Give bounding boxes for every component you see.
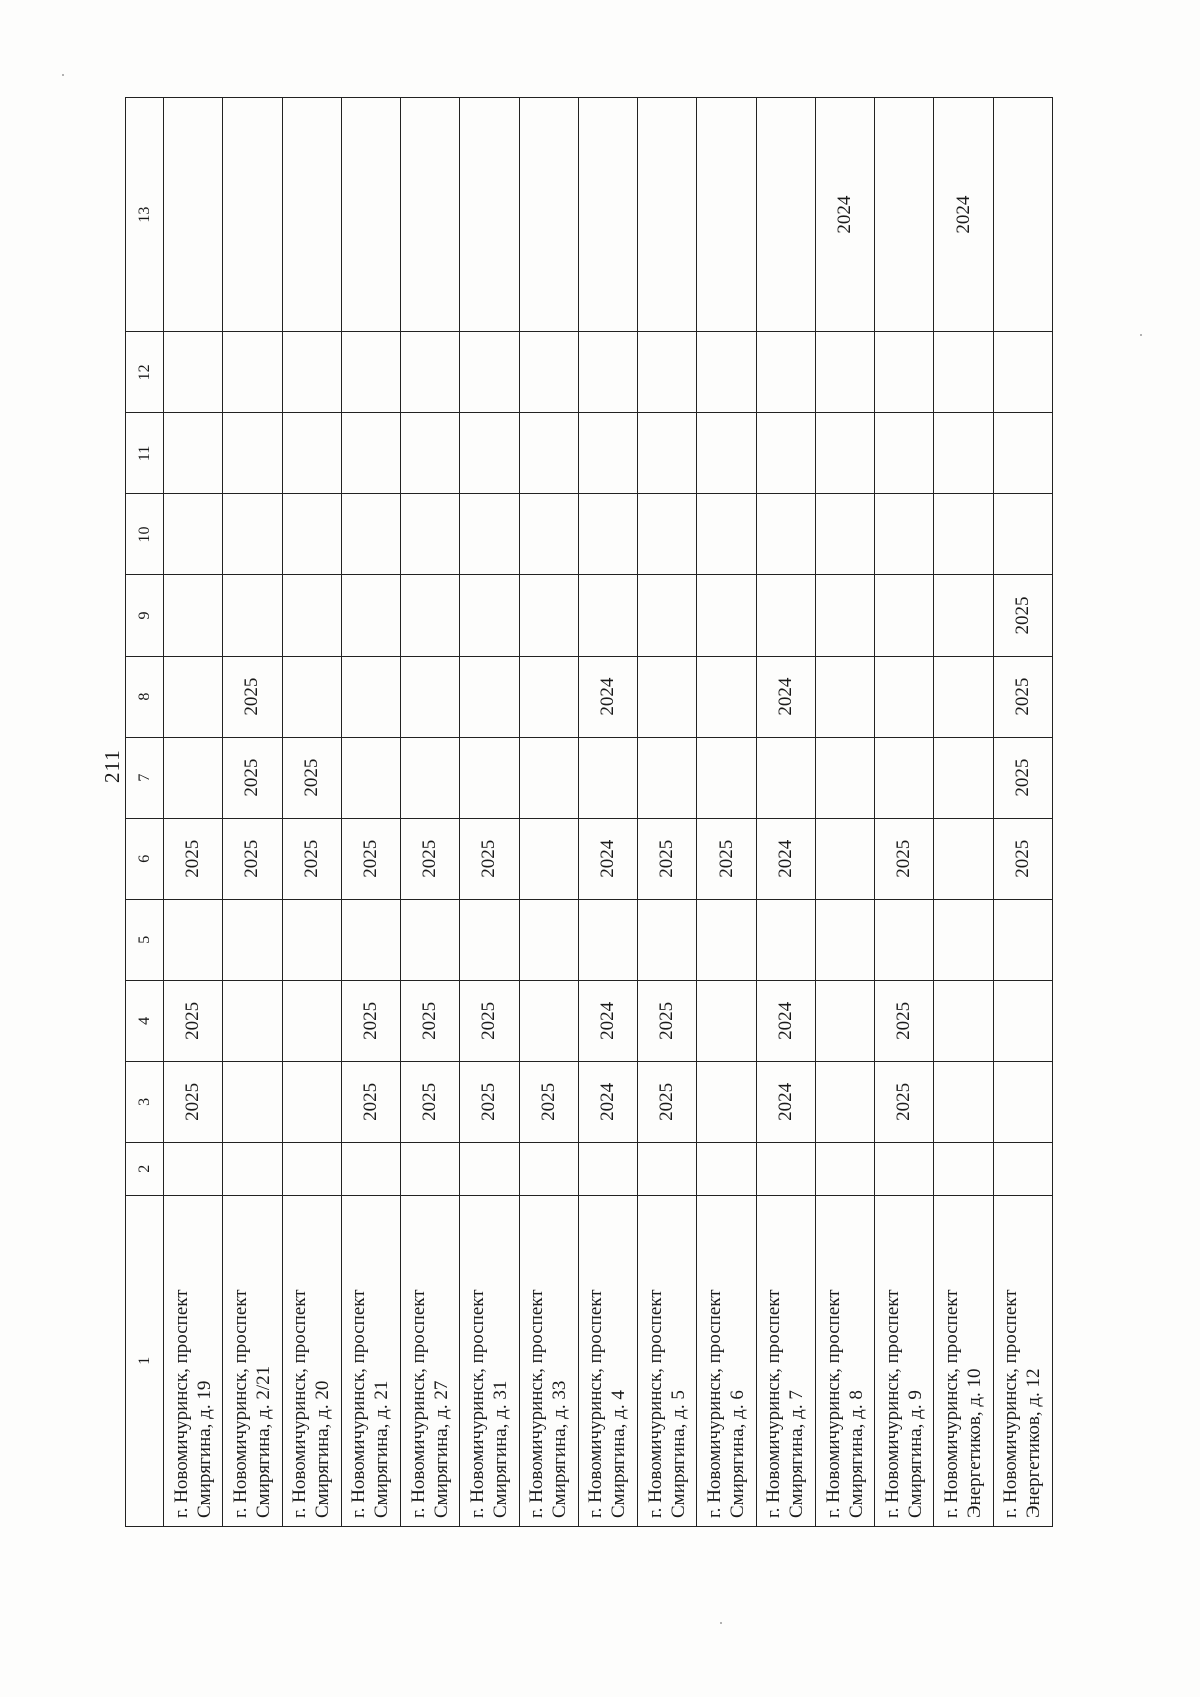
table-row — [282, 98, 341, 1527]
year-cell — [697, 575, 756, 656]
year-cell — [993, 332, 1052, 413]
year-cell — [519, 575, 578, 656]
year-cell: 2024 — [756, 818, 815, 899]
year-cell: 2025 — [341, 818, 400, 899]
year-cell — [341, 98, 400, 332]
year-cell — [519, 818, 578, 899]
year-cell — [401, 413, 460, 494]
year-cell — [875, 98, 934, 332]
column-header: 13 — [126, 98, 164, 332]
year-cell — [401, 494, 460, 575]
year-cell — [756, 494, 815, 575]
column-header: 1 — [126, 1195, 164, 1526]
address-cell: г. Новомичуринск, проспект Смирягина, д. 20 — [282, 1195, 341, 1526]
year-cell — [164, 494, 223, 575]
year-cell — [460, 737, 519, 818]
year-cell — [401, 332, 460, 413]
table-row — [223, 98, 282, 1527]
year-cell — [223, 899, 282, 980]
column-header: 6 — [126, 818, 164, 899]
address-cell: г. Новомичуринск, проспект Смирягина, д. 33 — [519, 1195, 578, 1526]
header-row — [126, 98, 164, 1527]
year-cell — [401, 575, 460, 656]
year-cell — [519, 413, 578, 494]
year-cell — [164, 899, 223, 980]
year-cell: 2025 — [223, 656, 282, 737]
year-cell — [282, 980, 341, 1061]
year-cell — [578, 332, 637, 413]
year-cell — [815, 1061, 874, 1142]
year-cell — [697, 1142, 756, 1195]
year-cell — [815, 737, 874, 818]
year-cell — [519, 737, 578, 818]
year-cell: 2025 — [223, 737, 282, 818]
year-cell — [934, 737, 993, 818]
table-row — [697, 98, 756, 1527]
scan-speck — [1140, 334, 1142, 336]
year-cell — [578, 413, 637, 494]
year-cell — [993, 494, 1052, 575]
year-cell — [934, 656, 993, 737]
year-cell — [934, 494, 993, 575]
year-cell — [756, 575, 815, 656]
year-cell — [401, 899, 460, 980]
year-cell — [697, 1061, 756, 1142]
year-cell: 2025 — [638, 980, 697, 1061]
year-cell: 2025 — [993, 818, 1052, 899]
year-cell — [875, 899, 934, 980]
year-cell — [815, 899, 874, 980]
year-cell — [697, 737, 756, 818]
year-cell — [815, 413, 874, 494]
year-cell — [697, 494, 756, 575]
year-cell — [875, 656, 934, 737]
table-row — [993, 98, 1052, 1527]
year-cell: 2025 — [282, 737, 341, 818]
year-cell — [282, 1061, 341, 1142]
address-cell: г. Новомичуринск, проспект Смирягина, д. 5 — [638, 1195, 697, 1526]
year-cell — [223, 98, 282, 332]
year-cell — [815, 1142, 874, 1195]
year-cell — [164, 575, 223, 656]
year-cell — [875, 413, 934, 494]
year-cell — [756, 332, 815, 413]
year-cell — [993, 1142, 1052, 1195]
year-cell — [519, 1142, 578, 1195]
table-row — [815, 98, 874, 1527]
year-cell — [401, 737, 460, 818]
year-cell: 2025 — [401, 1061, 460, 1142]
year-cell — [697, 98, 756, 332]
year-cell — [164, 737, 223, 818]
year-cell: 2025 — [875, 818, 934, 899]
column-header: 12 — [126, 332, 164, 413]
column-header: 5 — [126, 899, 164, 980]
year-cell — [934, 332, 993, 413]
year-cell — [578, 1142, 637, 1195]
year-cell — [756, 1142, 815, 1195]
year-cell — [341, 332, 400, 413]
year-cell — [223, 1142, 282, 1195]
year-cell — [934, 575, 993, 656]
year-cell — [756, 737, 815, 818]
year-cell — [875, 332, 934, 413]
year-cell: 2025 — [223, 818, 282, 899]
year-cell — [756, 899, 815, 980]
year-cell: 2025 — [401, 980, 460, 1061]
table-row — [460, 98, 519, 1527]
year-cell — [815, 575, 874, 656]
year-cell — [341, 737, 400, 818]
year-cell: 2025 — [460, 1061, 519, 1142]
year-cell — [164, 98, 223, 332]
data-table — [125, 97, 1053, 1527]
year-cell — [934, 980, 993, 1061]
year-cell: 2025 — [638, 818, 697, 899]
table-row — [341, 98, 400, 1527]
year-cell — [993, 1061, 1052, 1142]
table-row — [934, 98, 993, 1527]
year-cell — [578, 98, 637, 332]
year-cell — [460, 899, 519, 980]
year-cell — [934, 899, 993, 980]
year-cell: 2025 — [519, 1061, 578, 1142]
address-cell: г. Новомичуринск, проспект Энергетиков, д. 12 — [993, 1195, 1052, 1526]
year-cell: 2024 — [934, 98, 993, 332]
column-header: 7 — [126, 737, 164, 818]
year-cell — [282, 1142, 341, 1195]
column-header: 10 — [126, 494, 164, 575]
year-cell — [282, 413, 341, 494]
year-cell — [875, 737, 934, 818]
year-cell — [638, 656, 697, 737]
year-cell — [164, 332, 223, 413]
year-cell — [638, 98, 697, 332]
year-cell — [638, 413, 697, 494]
table-row — [519, 98, 578, 1527]
year-cell — [282, 899, 341, 980]
year-cell — [934, 818, 993, 899]
year-cell: 2024 — [815, 98, 874, 332]
year-cell — [341, 413, 400, 494]
year-cell — [223, 332, 282, 413]
year-cell — [638, 1142, 697, 1195]
year-cell — [519, 332, 578, 413]
year-cell — [519, 494, 578, 575]
year-cell — [282, 575, 341, 656]
year-cell: 2025 — [282, 818, 341, 899]
year-cell — [993, 980, 1052, 1061]
year-cell — [519, 899, 578, 980]
year-cell — [578, 899, 637, 980]
year-cell — [341, 575, 400, 656]
year-cell — [815, 332, 874, 413]
year-cell: 2025 — [341, 1061, 400, 1142]
column-header: 3 — [126, 1061, 164, 1142]
year-cell: 2025 — [875, 980, 934, 1061]
year-cell: 2025 — [993, 575, 1052, 656]
scan-speck — [62, 74, 64, 76]
year-cell: 2025 — [993, 656, 1052, 737]
address-cell: г. Новомичуринск, проспект Смирягина, д. 7 — [756, 1195, 815, 1526]
column-header: 9 — [126, 575, 164, 656]
rotated-table-container — [125, 97, 1053, 1527]
table-row — [875, 98, 934, 1527]
column-header: 2 — [126, 1142, 164, 1195]
year-cell — [875, 575, 934, 656]
year-cell — [934, 1142, 993, 1195]
year-cell — [756, 413, 815, 494]
year-cell — [578, 575, 637, 656]
year-cell — [697, 413, 756, 494]
year-cell — [638, 575, 697, 656]
table-row — [578, 98, 637, 1527]
year-cell — [815, 980, 874, 1061]
year-cell: 2025 — [341, 980, 400, 1061]
year-cell — [460, 656, 519, 737]
year-cell — [815, 656, 874, 737]
year-cell — [697, 899, 756, 980]
year-cell: 2025 — [460, 980, 519, 1061]
year-cell — [341, 656, 400, 737]
year-cell — [993, 413, 1052, 494]
address-cell: г. Новомичуринск, проспект Смирягина, д. 27 — [401, 1195, 460, 1526]
year-cell — [164, 1142, 223, 1195]
year-cell — [223, 575, 282, 656]
year-cell — [282, 656, 341, 737]
year-cell: 2025 — [401, 818, 460, 899]
year-cell — [460, 413, 519, 494]
year-cell — [638, 332, 697, 413]
year-cell — [638, 737, 697, 818]
year-cell — [519, 656, 578, 737]
address-cell: г. Новомичуринск, проспект Смирягина, д. 4 — [578, 1195, 637, 1526]
year-cell — [401, 656, 460, 737]
year-cell: 2024 — [578, 656, 637, 737]
year-cell — [638, 899, 697, 980]
year-cell — [697, 656, 756, 737]
year-cell — [164, 656, 223, 737]
year-cell — [697, 332, 756, 413]
year-cell: 2024 — [578, 1061, 637, 1142]
address-cell: г. Новомичуринск, проспект Смирягина, д. 31 — [460, 1195, 519, 1526]
year-cell — [341, 899, 400, 980]
table-row — [401, 98, 460, 1527]
year-cell: 2024 — [578, 818, 637, 899]
column-header: 8 — [126, 656, 164, 737]
year-cell — [460, 98, 519, 332]
scan-speck — [720, 1622, 722, 1624]
year-cell — [282, 98, 341, 332]
address-cell: г. Новомичуринск, проспект Смирягина, д. 19 — [164, 1195, 223, 1526]
year-cell: 2025 — [164, 1061, 223, 1142]
year-cell: 2024 — [756, 980, 815, 1061]
year-cell — [993, 899, 1052, 980]
column-header: 4 — [126, 980, 164, 1061]
year-cell — [460, 1142, 519, 1195]
year-cell — [934, 413, 993, 494]
year-cell — [875, 1142, 934, 1195]
year-cell — [223, 980, 282, 1061]
page-number: 211 — [100, 749, 124, 783]
table-row — [164, 98, 223, 1527]
year-cell: 2024 — [578, 980, 637, 1061]
year-cell — [164, 413, 223, 494]
year-cell — [638, 494, 697, 575]
address-cell: г. Новомичуринск, проспект Смирягина, д. 2/21 — [223, 1195, 282, 1526]
year-cell — [460, 332, 519, 413]
year-cell — [341, 494, 400, 575]
year-cell: 2025 — [164, 980, 223, 1061]
column-header: 11 — [126, 413, 164, 494]
year-cell — [460, 575, 519, 656]
year-cell: 2024 — [756, 656, 815, 737]
year-cell — [697, 980, 756, 1061]
year-cell: 2025 — [993, 737, 1052, 818]
year-cell: 2025 — [875, 1061, 934, 1142]
year-cell — [815, 494, 874, 575]
year-cell — [460, 494, 519, 575]
year-cell — [519, 98, 578, 332]
address-cell: г. Новомичуринск, проспект Смирягина, д. 21 — [341, 1195, 400, 1526]
year-cell: 2025 — [638, 1061, 697, 1142]
year-cell — [815, 818, 874, 899]
year-cell — [578, 737, 637, 818]
year-cell — [223, 494, 282, 575]
year-cell: 2025 — [460, 818, 519, 899]
address-cell: г. Новомичуринск, проспект Смирягина, д. 9 — [875, 1195, 934, 1526]
year-cell — [578, 494, 637, 575]
year-cell — [341, 1142, 400, 1195]
year-cell — [401, 1142, 460, 1195]
address-cell: г. Новомичуринск, проспект Смирягина, д. 6 — [697, 1195, 756, 1526]
year-cell — [223, 1061, 282, 1142]
year-cell — [875, 494, 934, 575]
address-cell: г. Новомичуринск, проспект Энергетиков, д. 10 — [934, 1195, 993, 1526]
year-cell — [282, 494, 341, 575]
year-cell — [401, 98, 460, 332]
year-cell: 2025 — [164, 818, 223, 899]
table-row — [638, 98, 697, 1527]
year-cell — [756, 98, 815, 332]
address-cell: г. Новомичуринск, проспект Смирягина, д. 8 — [815, 1195, 874, 1526]
year-cell — [282, 332, 341, 413]
year-cell: 2024 — [756, 1061, 815, 1142]
table-row — [756, 98, 815, 1527]
year-cell — [223, 413, 282, 494]
year-cell — [993, 98, 1052, 332]
year-cell: 2025 — [697, 818, 756, 899]
year-cell — [934, 1061, 993, 1142]
year-cell — [519, 980, 578, 1061]
